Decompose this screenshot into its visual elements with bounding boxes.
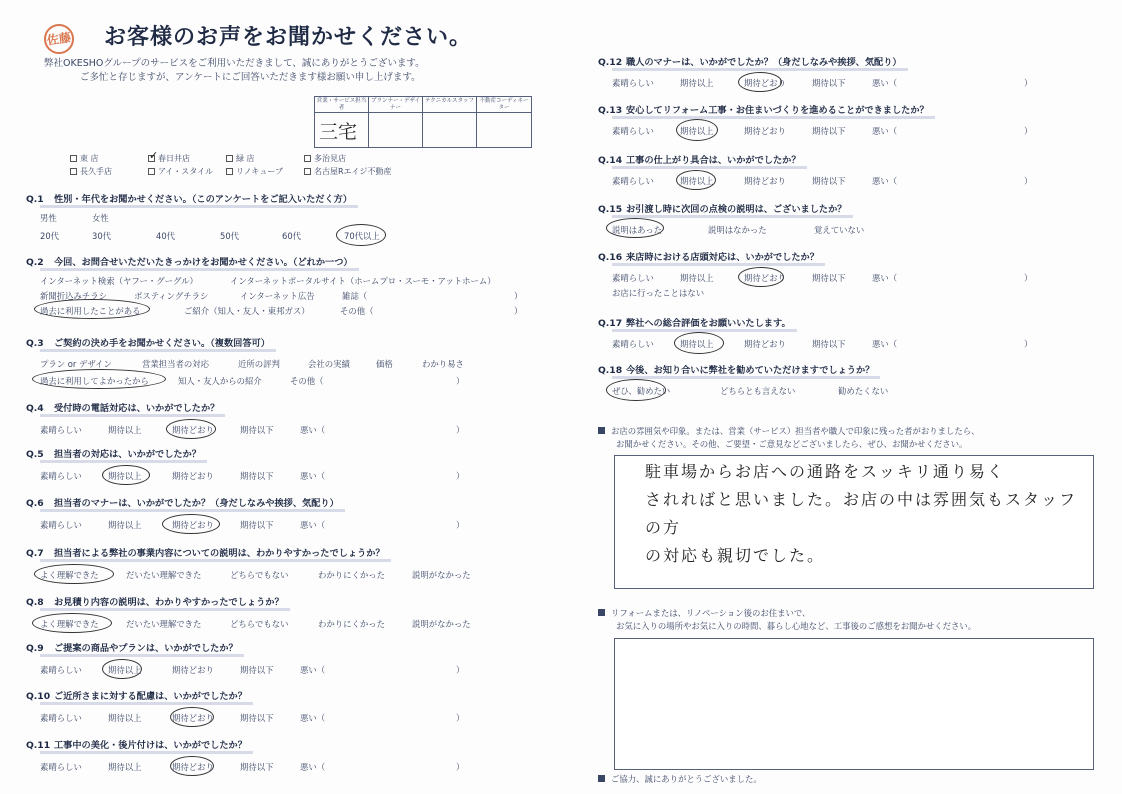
- q3-other[interactable]: その他（: [290, 376, 324, 386]
- q2-internet-ad[interactable]: インターネット広告: [240, 291, 315, 301]
- q2-portal-site[interactable]: インターネットポータルサイト（ホームプロ・スーモ・アットホーム）: [230, 276, 496, 286]
- rating-below[interactable]: 期待以下: [240, 665, 274, 675]
- clarity-mostly-understood[interactable]: だいたい理解できた: [126, 619, 202, 629]
- rating-excellent[interactable]: 素晴らしい: [612, 126, 654, 136]
- rating-as-expected[interactable]: 期待どおり: [172, 665, 214, 675]
- q15-explained[interactable]: 説明はあった: [612, 225, 663, 235]
- rating-below[interactable]: 期待以下: [812, 78, 846, 88]
- q15-dont-remember[interactable]: 覚えていない: [814, 225, 865, 235]
- rating-excellent[interactable]: 素晴らしい: [40, 471, 82, 481]
- rating-above[interactable]: 期待以上: [680, 78, 714, 88]
- rating-above[interactable]: 期待以上: [680, 339, 714, 349]
- question-11: Q.11 工事中の美化・後片付けは、いかがでしたか？ 素晴らしい 期待以上 期待どおり 期待以下 悪い（ ）: [26, 737, 566, 775]
- staff-cell-realestate[interactable]: [477, 113, 531, 147]
- checked-checkbox-icon[interactable]: [148, 155, 155, 162]
- rating-above[interactable]: 期待以上: [108, 471, 142, 481]
- footer-thanks: ご協力、誠にありがとうございました。: [598, 773, 762, 785]
- after-renovation-instructions: リフォームまたは、リノベーション後のお住まいで、 お気に入りの場所やお気に入りの時間、暮らし心地など、工事後のご感想をお聞かせください。: [598, 607, 1078, 633]
- rating-as-expected[interactable]: 期待どおり: [172, 425, 214, 435]
- rating-below[interactable]: 期待以下: [812, 176, 846, 186]
- rating-above[interactable]: 期待以上: [108, 665, 142, 675]
- q1-age-60s[interactable]: 60代: [282, 231, 302, 241]
- rating-as-expected[interactable]: 期待どおり: [744, 126, 786, 136]
- question-12: Q.12 職人のマナーは、いかがでしたか？（身だしなみや挨拶、気配り） 素晴らしい 期待以上 期待どおり 期待以下 悪い（ ）: [598, 54, 1078, 91]
- q1-age-40s[interactable]: 40代: [156, 231, 176, 241]
- square-bullet-icon: [598, 609, 605, 616]
- rating-above[interactable]: 期待以上: [108, 425, 142, 435]
- page-title: お客様のお声をお聞かせください。: [104, 25, 473, 50]
- checkbox-icon[interactable]: [304, 168, 311, 175]
- rating-as-expected[interactable]: 期待どおり: [744, 176, 786, 186]
- rating-below[interactable]: 期待以下: [240, 762, 274, 772]
- rating-poor[interactable]: 悪い（: [300, 425, 326, 435]
- rating-above[interactable]: 期待以上: [108, 713, 142, 723]
- question-16: Q.16 来店時における店頭対応は、いかがでしたか？ 素晴らしい 期待以上 期待どおり 期待以下 悪い（ ） お店に行ったことはない: [598, 249, 1078, 301]
- checkbox-icon[interactable]: [148, 168, 155, 175]
- clarity-hard[interactable]: わかりにくかった: [318, 619, 385, 629]
- q2-internet-search[interactable]: インターネット検索（ヤフー・グーグル）: [40, 276, 198, 286]
- question-17: Q.17 弊社への総合評価をお願いいたします。 素晴らしい 期待以上 期待どおり 期待以下 悪い（ ）: [598, 315, 1078, 352]
- q2-magazine[interactable]: 雑誌（: [342, 291, 368, 301]
- rating-excellent[interactable]: 素晴らしい: [40, 713, 82, 723]
- q3-reputation[interactable]: 近所の評判: [238, 359, 280, 369]
- q2-posting-flyer[interactable]: ポスティングチラシ: [134, 291, 209, 301]
- q2-newspaper-flyer[interactable]: 新聞折込みチラシ: [40, 291, 107, 301]
- staff-cell-sales[interactable]: [315, 113, 369, 147]
- clarity-neutral[interactable]: どちらでもない: [230, 570, 289, 580]
- q2-referral[interactable]: ご紹介（知人・友人・東邦ガス）: [184, 306, 310, 316]
- rating-excellent[interactable]: 素晴らしい: [40, 762, 82, 772]
- rating-above[interactable]: 期待以上: [680, 126, 714, 136]
- staff-cell-technical[interactable]: [423, 113, 477, 147]
- rating-below[interactable]: 期待以下: [812, 273, 846, 283]
- square-bullet-icon: [598, 775, 605, 782]
- rating-as-expected[interactable]: 期待どおり: [172, 471, 214, 481]
- clarity-neutral[interactable]: どちらでもない: [230, 619, 289, 629]
- rating-below[interactable]: 期待以下: [812, 126, 846, 136]
- staff-header-planner: プランナー・デザイナー: [369, 97, 423, 113]
- clarity-well-understood[interactable]: よく理解できた: [40, 570, 99, 580]
- rating-excellent[interactable]: 素晴らしい: [40, 665, 82, 675]
- staff-seal-stamp: 佐藤: [44, 24, 74, 54]
- q15-not-explained[interactable]: 説明はなかった: [708, 225, 767, 235]
- checkbox-icon[interactable]: [70, 155, 77, 162]
- store-checkboxes: [70, 152, 410, 178]
- question-5: Q.5 担当者の対応は、いかがでしたか？ 素晴らしい 期待以上 期待どおり 期待以下 悪い（ ）: [26, 446, 566, 484]
- rating-excellent[interactable]: 素晴らしい: [612, 273, 654, 283]
- rating-poor[interactable]: 悪い（: [300, 520, 326, 530]
- store-tajimi[interactable]: 多治見店: [304, 152, 382, 165]
- rating-poor[interactable]: 悪い（: [300, 471, 326, 481]
- q3-track-record[interactable]: 会社の実績: [308, 359, 350, 369]
- checkbox-icon[interactable]: [304, 155, 311, 162]
- rating-as-expected[interactable]: 期待どおり: [172, 520, 214, 530]
- rating-poor[interactable]: 悪い（: [872, 126, 898, 136]
- rating-above[interactable]: 期待以上: [680, 176, 714, 186]
- q3-clarity[interactable]: わかり易さ: [422, 359, 464, 369]
- staff-header-sales: 営業・サービス担当者: [315, 97, 369, 113]
- question-3: Q.3 ご契約の決め手をお聞かせください。（複数回答可） プラン or デザイン 営業担当者の対応 近所の評判 会社の実績 価格 わかり易さ 過去に利用してよかったから 知人・友人からの紹介 その他（ ）: [26, 335, 566, 389]
- q3-price[interactable]: 価格: [376, 359, 393, 369]
- clarity-mostly-understood[interactable]: だいたい理解できた: [126, 570, 202, 580]
- rating-below[interactable]: 期待以下: [240, 713, 274, 723]
- q2-other[interactable]: その他（: [340, 306, 374, 316]
- rating-poor[interactable]: 悪い（: [872, 273, 898, 283]
- rating-poor[interactable]: 悪い（: [872, 339, 898, 349]
- q18-not-recommend[interactable]: 勧めたくない: [838, 386, 889, 396]
- q2-past-use[interactable]: 過去に利用したことがある: [40, 306, 141, 316]
- store-midori[interactable]: 緑 店: [226, 152, 304, 165]
- rating-poor[interactable]: 悪い（: [300, 713, 326, 723]
- question-13: Q.13 安心してリフォーム工事・お住まいづくりを進めることができましたか？ 素晴らしい 期待以上 期待どおり 期待以下 悪い（ ）: [598, 102, 1078, 139]
- rating-as-expected[interactable]: 期待どおり: [744, 339, 786, 349]
- q16-never-visited[interactable]: お店に行ったことはない: [612, 288, 705, 298]
- q3-plan-design[interactable]: プラン or デザイン: [40, 359, 112, 369]
- store-higashi[interactable]: 東 店: [70, 152, 148, 165]
- checkbox-icon[interactable]: [70, 168, 77, 175]
- clarity-no-explanation[interactable]: 説明がなかった: [412, 570, 471, 580]
- rating-below[interactable]: 期待以下: [240, 471, 274, 481]
- clarity-hard[interactable]: わかりにくかった: [318, 570, 385, 580]
- store-nagakute[interactable]: 長久手店: [70, 165, 148, 178]
- question-14: Q.14 工事の仕上がり具合は、いかがでしたか？ 素晴らしい 期待以上 期待どおり 期待以下 悪い（ ）: [598, 152, 1078, 189]
- rating-below[interactable]: 期待以下: [240, 520, 274, 530]
- staff-cell-planner[interactable]: [369, 113, 423, 147]
- sales-staff-name: 三宅: [319, 121, 358, 143]
- after-renovation-comment-box[interactable]: [614, 638, 1094, 770]
- rating-as-expected[interactable]: 期待どおり: [172, 713, 214, 723]
- rating-above[interactable]: 期待以上: [108, 762, 142, 772]
- staff-header-realestate: 不動産コーディネーター: [477, 97, 531, 113]
- staff-table: [314, 96, 532, 148]
- rating-excellent[interactable]: 素晴らしい: [40, 425, 82, 435]
- q18-neutral[interactable]: どちらとも言えない: [720, 386, 796, 396]
- square-bullet-icon: [598, 427, 605, 434]
- q1-male[interactable]: 男性: [40, 213, 57, 223]
- q3-past-use-good[interactable]: 過去に利用してよかったから: [40, 376, 149, 386]
- impression-handwritten-text: 駐車場からお店への通路をスッキリ通り易く されればと思いました。お店の中は雰囲気もスタッフの方 の対応も親切でした。: [645, 462, 1078, 565]
- q1-age-70plus[interactable]: 70代以上: [344, 231, 380, 241]
- rating-as-expected[interactable]: 期待どおり: [744, 273, 786, 283]
- intro-text: 弊社OKESHOグループのサービスをご利用いただきまして、誠にありがとうございます。 ご多忙と存じますが、アンケートにご回答いただきます様お願い申し上げます。: [44, 58, 425, 83]
- q1-female[interactable]: 女性: [92, 213, 109, 223]
- clarity-well-understood[interactable]: よく理解できた: [40, 619, 99, 629]
- rating-excellent[interactable]: 素晴らしい: [612, 339, 654, 349]
- store-kasugai[interactable]: ✓ 春日井店: [148, 152, 226, 165]
- checkbox-icon[interactable]: [226, 155, 233, 162]
- question-8: Q.8 お見積り内容の説明は、わかりやすかったでしょうか？ よく理解できた だいたい理解できた どちらでもない わかりにくかった 説明がなかった: [26, 594, 566, 632]
- rating-above[interactable]: 期待以上: [680, 273, 714, 283]
- q1-age-20s[interactable]: 20代: [40, 231, 60, 241]
- q18-definitely-recommend[interactable]: ぜひ、勧めたい: [612, 386, 671, 396]
- question-10: Q.10 ご近所さまに対する配慮は、いかがでしたか？ 素晴らしい 期待以上 期待どおり 期待以下 悪い（ ）: [26, 688, 566, 726]
- rating-poor[interactable]: 悪い（: [300, 762, 326, 772]
- question-6: Q.6 担当者のマナーは、いかがでしたか？（身だしなみや挨拶、気配り） 素晴らしい 期待以上 期待どおり 期待以下 悪い（ ）: [26, 495, 566, 533]
- q3-referral[interactable]: 知人・友人からの紹介: [178, 376, 262, 386]
- q1-age-30s[interactable]: 30代: [92, 231, 112, 241]
- store-renocube[interactable]: リノキューブ: [226, 165, 304, 178]
- rating-as-expected[interactable]: 期待どおり: [744, 78, 786, 88]
- rating-excellent[interactable]: 素晴らしい: [612, 176, 654, 186]
- rating-poor[interactable]: 悪い（: [300, 665, 326, 675]
- question-18: Q.18 今後、お知り合いに弊社を勧めていただけますでしょうか？ ぜひ、勧めたい どちらとも言えない 勧めたくない: [598, 362, 1078, 399]
- clarity-no-explanation[interactable]: 説明がなかった: [412, 619, 471, 629]
- rating-below[interactable]: 期待以下: [812, 339, 846, 349]
- question-4: Q.4 受付時の電話対応は、いかがでしたか？ 素晴らしい 期待以上 期待どおり 期待以下 悪い（ ）: [26, 400, 566, 438]
- rating-poor[interactable]: 悪い（: [872, 78, 898, 88]
- q3-sales-response[interactable]: 営業担当者の対応: [142, 359, 209, 369]
- rating-below[interactable]: 期待以下: [240, 425, 274, 435]
- rating-as-expected[interactable]: 期待どおり: [172, 762, 214, 772]
- store-r-age[interactable]: 名古屋Rエイジ不動産: [304, 165, 382, 178]
- question-9: Q.9 ご提案の商品やプランは、いかがでしたか？ 素晴らしい 期待以上 期待どおり 期待以下 悪い（ ）: [26, 640, 566, 678]
- q1-age-50s[interactable]: 50代: [220, 231, 240, 241]
- staff-header-technical: テクニカルスタッフ: [423, 97, 477, 113]
- rating-excellent[interactable]: 素晴らしい: [40, 520, 82, 530]
- impression-comment-box[interactable]: [614, 455, 1094, 589]
- question-2: Q.2 今回、お問合せいただいたきっかけをお聞かせください。（どれか一つ） インターネット検索（ヤフー・グーグル） インターネットポータルサイト（ホームプロ・スーモ・アットホーム） 新聞折込みチラシ ポスティングチラシ インターネット広告 雑誌（ ） 過去に利用したことがある ご紹介（知人・友人・東邦ガス） その他（ ）: [26, 254, 566, 319]
- checkbox-icon[interactable]: [226, 168, 233, 175]
- question-1: Q.1 性別・年代をお聞かせください。（このアンケートをご記入いただく方） 男性 女性 20代 30代 40代 50代 60代 70代以上: [26, 191, 566, 244]
- impression-instructions: お店の雰囲気や印象。または、営業（サービス）担当者や職人で印象に残った者がおりましたら、 お聞かせください。その他、ご要望・ご意見などございましたら、ぜひ、お聞かせください。: [598, 425, 1078, 451]
- rating-above[interactable]: 期待以上: [108, 520, 142, 530]
- store-i-style[interactable]: アイ・スタイル: [148, 165, 226, 178]
- rating-excellent[interactable]: 素晴らしい: [612, 78, 654, 88]
- question-15: Q.15 お引渡し時に次回の点検の説明は、ございましたか？ 説明はあった 説明はなかった 覚えていない: [598, 201, 1078, 238]
- rating-poor[interactable]: 悪い（: [872, 176, 898, 186]
- question-7: Q.7 担当者による弊社の事業内容についての説明は、わかりやすかったでしょうか？ よく理解できた だいたい理解できた どちらでもない わかりにくかった 説明がなかった: [26, 545, 566, 583]
